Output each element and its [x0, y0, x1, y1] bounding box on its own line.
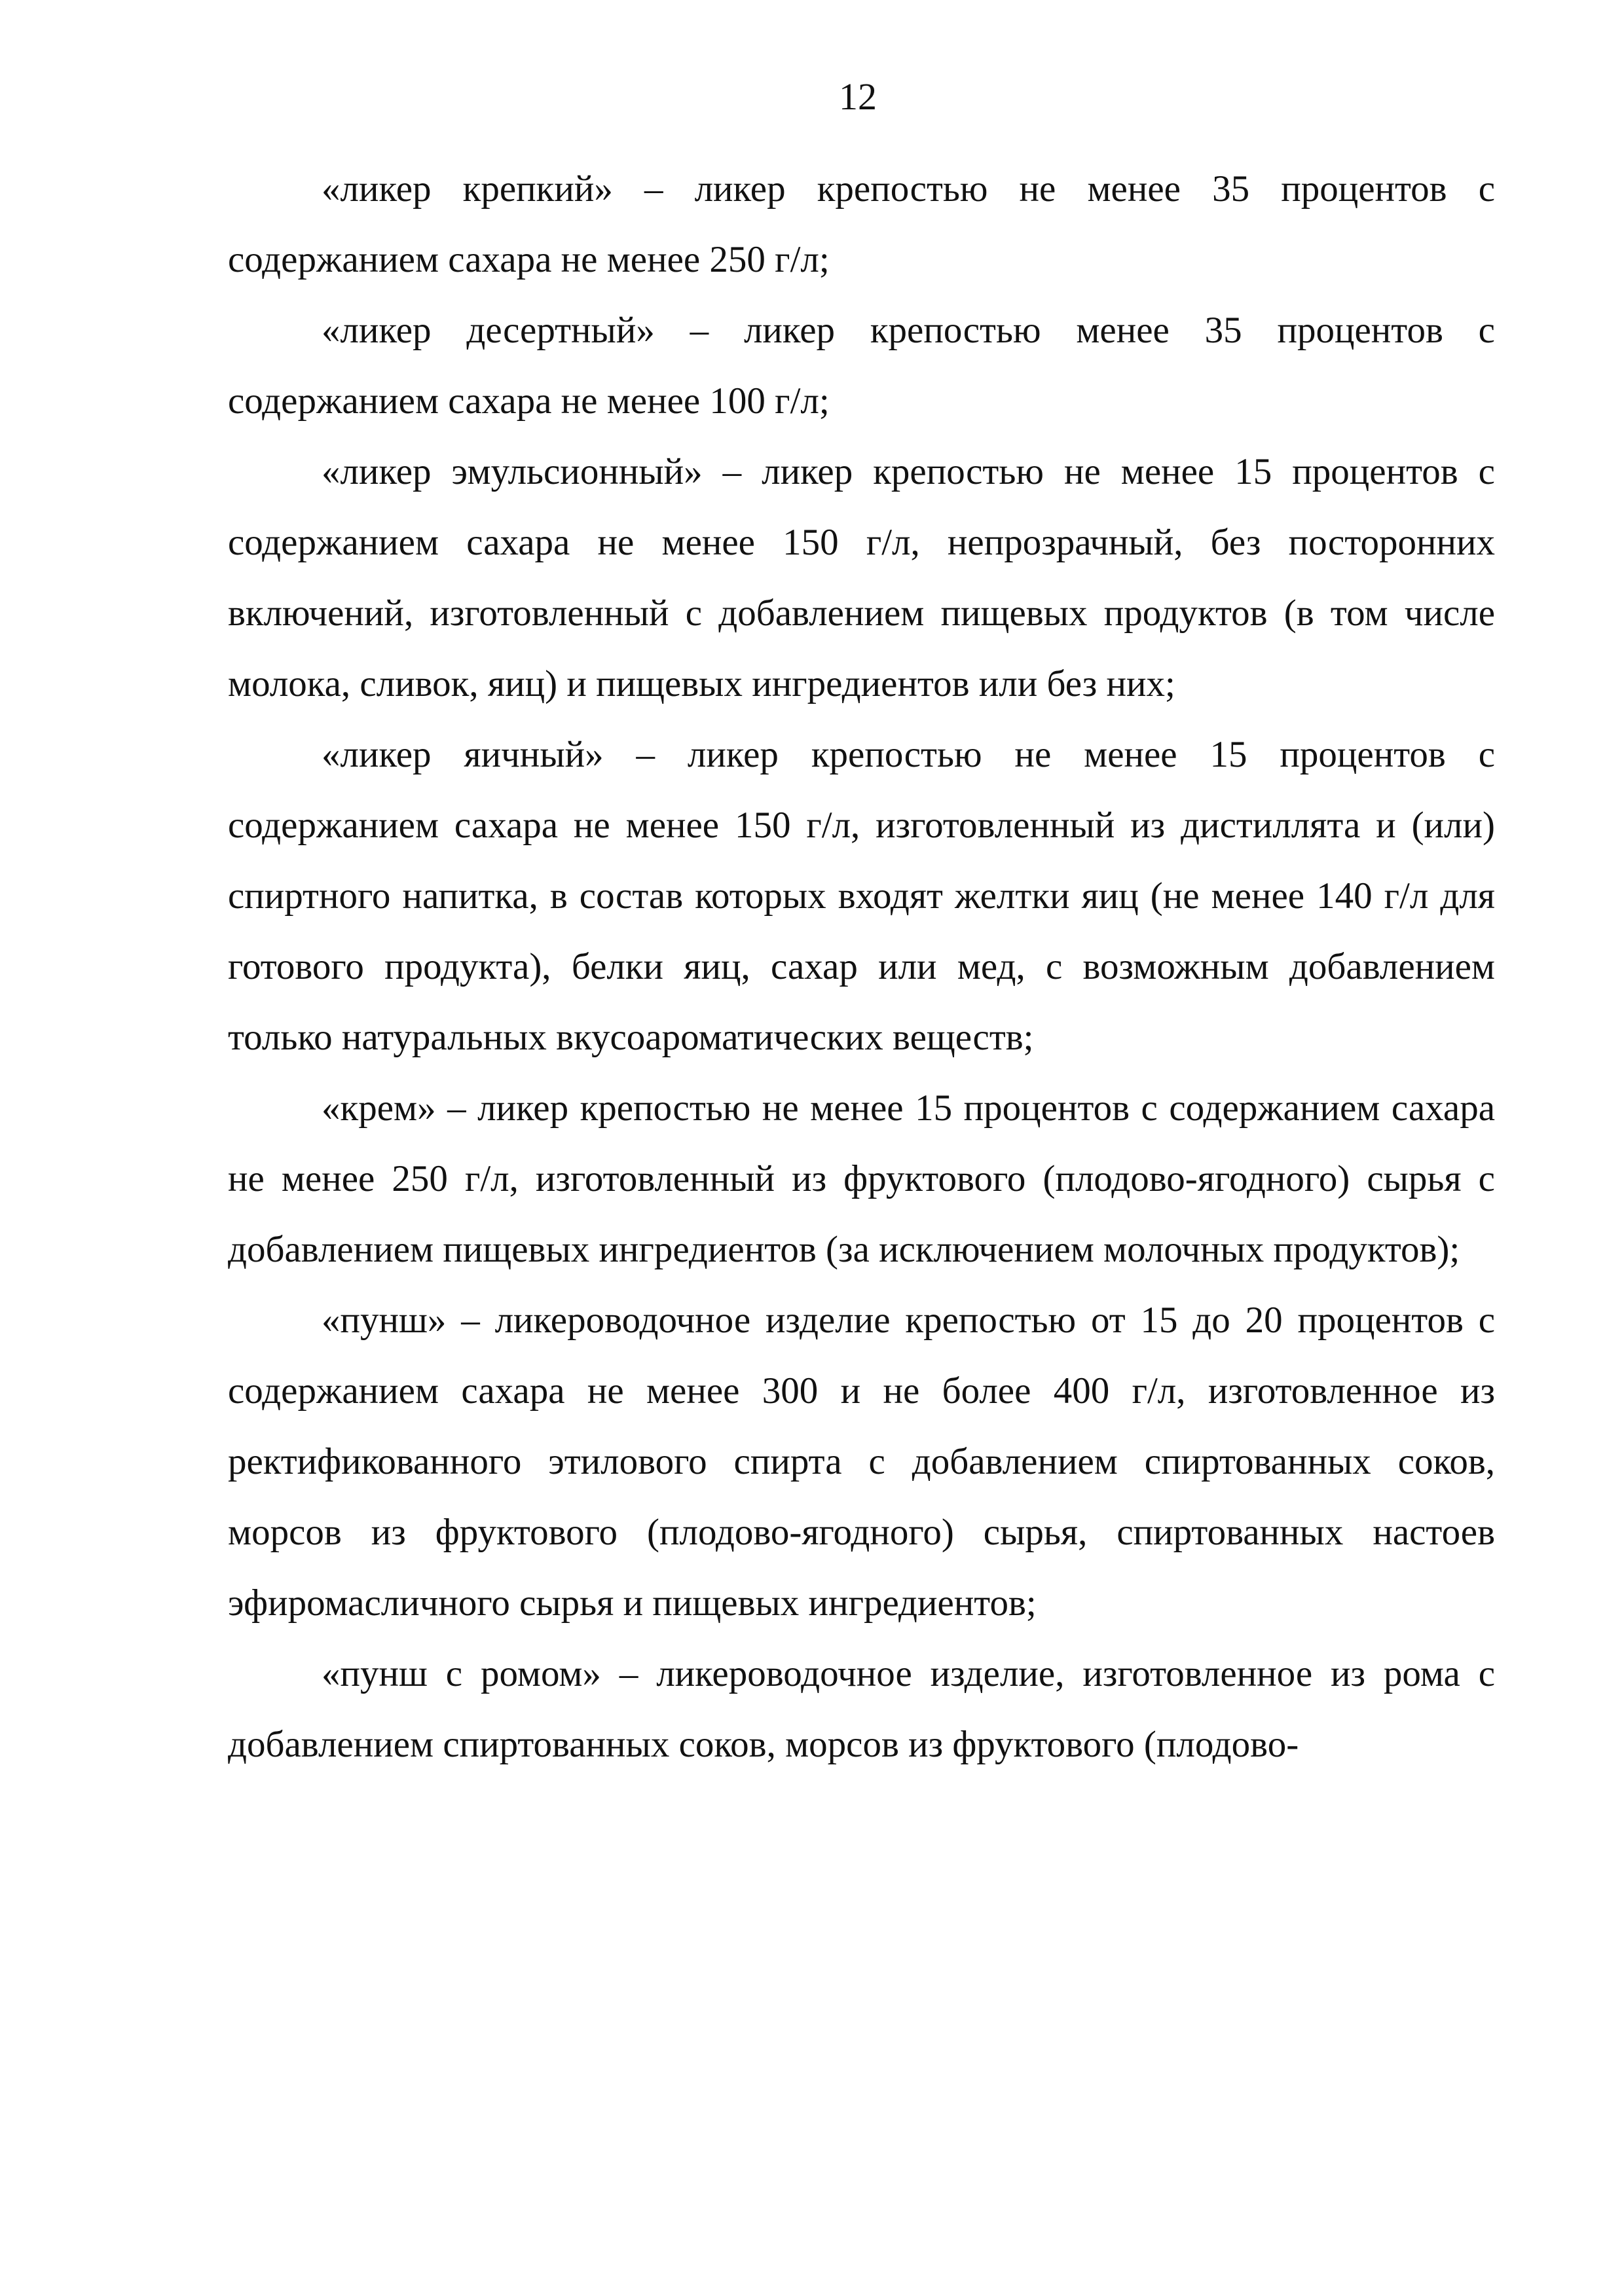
paragraph-liker-desertnyy: «ликер десертный» – ликер крепостью менее 35 процентов с содержанием сахара не менее 100 г/л;: [228, 310, 1495, 422]
paragraph-punsh-s-romom: «пунш с ромом» – ликероводочное изделие, изготовленное из рома с добавлением спиртованных соков, морсов из фруктового (плодово-: [228, 1653, 1495, 1765]
paragraph-liker-krepkiy: «ликер крепкий» – ликер крепостью не менее 35 процентов с содержанием сахара не менее 250 г/л;: [228, 168, 1495, 280]
paragraph-liker-emulsionnyy: «ликер эмульсионный» – ликер крепостью не менее 15 процентов с содержанием сахара не менее 150 г/л, непрозрачный, без посторонних включений, изготовленный с добавлением пищевых продуктов (в том числе молока, сливок, яиц) и пищевых ингредиентов или без них;: [228, 451, 1495, 704]
paragraph-punsh: «пунш» – ликероводочное изделие крепостью от 15 до 20 процентов с содержанием сахара не менее 300 и не более 400 г/л, изготовленное из ректификованного этилового спирта с добавлением спиртованных соков, морсов из фруктового (плодово-ягодного) сырья, спиртованных настоев эфиромасличного сырья и пищевых ингредиентов;: [228, 1300, 1495, 1624]
paragraph-krem: «крем» – ликер крепостью не менее 15 процентов с содержанием сахара не менее 250 г/л, изготовленный из фруктового (плодово-ягодного) сырья с добавлением пищевых ингредиентов (за исключением молочных продуктов);: [228, 1087, 1495, 1270]
paragraph-liker-yaichnyy: «ликер яичный» – ликер крепостью не менее 15 процентов с содержанием сахара не менее 150 г/л, изготовленный из дистиллята и (или) спиртного напитка, в состав которых входят желтки яиц (не менее 140 г/л для готового продукта), белки яиц, сахар или мед, с возможным добавлением только натуральных вкусоароматических веществ;: [228, 734, 1495, 1058]
page-number: 12: [839, 75, 877, 118]
document-body: [228, 154, 1495, 1780]
